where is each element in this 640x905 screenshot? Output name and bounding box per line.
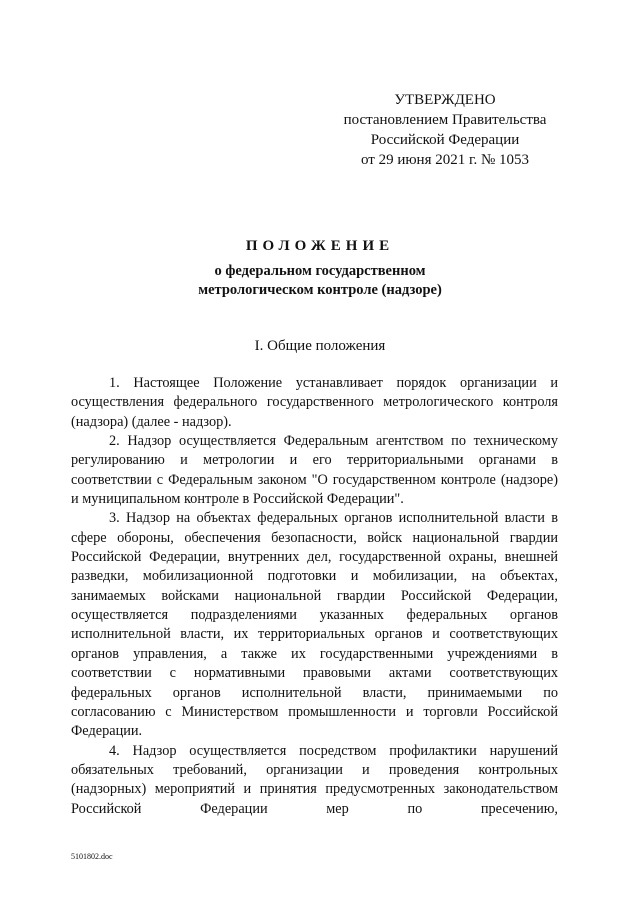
approval-date-number: от 29 июня 2021 г. № 1053 xyxy=(360,152,530,168)
document-title: ПОЛОЖЕНИЕ xyxy=(245,238,395,254)
file-name-footer: 5101802.doc xyxy=(71,852,113,861)
subtitle-line-1: о федеральном государственном xyxy=(214,263,426,279)
document-body xyxy=(71,374,558,819)
paragraph-3: 3. Надзор на объектах федеральных органов исполнительной власти в сфере обороны, обеспечения безопасности, войск национальной гвардии Российской Федерации, внутренних дел, государственной охраны, внешней разведки, мобилизационной подготовки и мобилизации, на объектах, занимаемых войсками национальной гвардии Российской Федерации, осуществляется подразделениями указанных федеральных органов исполнительной власти, их территориальных органов и соответствующих органов управления, а также их государственными учреждениями в соответствии с нормативными правовыми актами соответствующих федеральных органов исполнительной власти, принимаемыми по согласованию с Министерством промышленности и торговли Российской Федерации. xyxy=(71,510,558,740)
approval-country: Российской Федерации xyxy=(370,132,520,148)
approval-stamp xyxy=(330,90,560,170)
paragraph-4: 4. Надзор осуществляется посредством профилактики нарушений обязательных требований, организации и проведения контрольных (надзорных) мероприятий и принятия предусмотренных законодательством Российской Федерации мер по пресечению, xyxy=(71,742,558,817)
section-heading: I. Общие положения xyxy=(254,338,386,354)
subtitle-line-2: метрологическом контроле (надзоре) xyxy=(198,282,442,298)
approval-authority: постановлением Правительства xyxy=(343,112,547,128)
document-subtitle xyxy=(0,262,640,300)
paragraph-1: 1. Настоящее Положение устанавливает порядок организации и осуществления федерального государственного метрологического контроля (надзора) (далее - надзор). xyxy=(71,375,558,430)
paragraph-2: 2. Надзор осуществляется Федеральным агентством по техническому регулированию и метрологии и его территориальными органами в соответствии с Федеральным законом "О государственном контроле (надзоре) и муниципальном контроле в Российской Федерации". xyxy=(71,433,558,508)
approval-heading: УТВЕРЖДЕНО xyxy=(394,92,496,108)
